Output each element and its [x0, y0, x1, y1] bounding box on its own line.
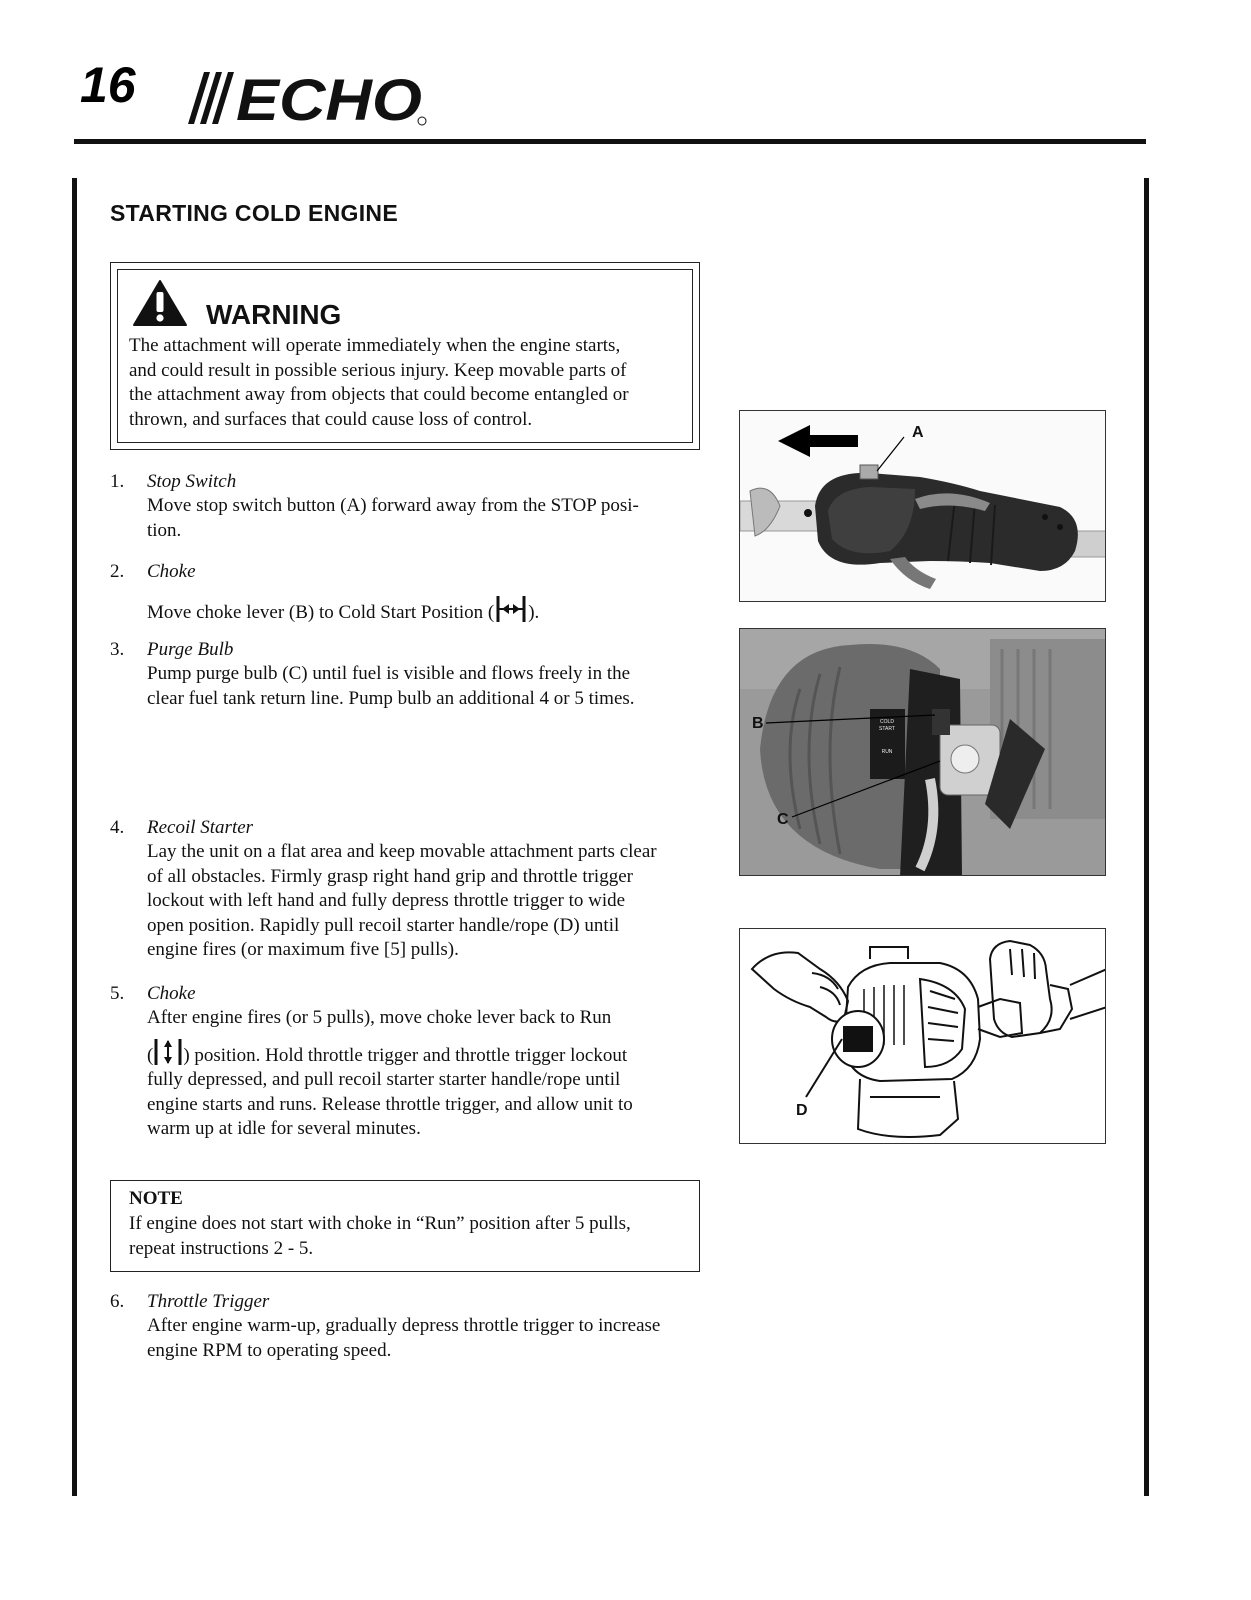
warning-line: The attachment will operate immediately when the engine starts, [129, 335, 621, 356]
step-line: tion. [147, 519, 182, 541]
run-choke-icon [153, 1037, 183, 1067]
label-a: A [912, 424, 924, 441]
section-title: STARTING COLD ENGINE [110, 200, 398, 226]
step-line: open position. Rapidly pull recoil starter handle/rope (D) until [147, 914, 620, 936]
step-number: 3. [110, 639, 125, 660]
note-line: If engine does not start with choke in “Run” position after 5 pulls, [129, 1213, 631, 1234]
step-body [147, 840, 717, 963]
step-line: Lay the unit on a flat area and keep movable attachment parts clear [147, 841, 657, 862]
step-line: After engine warm-up, gradually depress throttle trigger to increase [147, 1315, 661, 1336]
step-line: engine starts and runs. Release throttle trigger, and allow unit to [147, 1093, 633, 1115]
step-text: ). [528, 602, 540, 623]
cold-start-choke-icon [494, 594, 528, 624]
step-body [147, 1314, 717, 1363]
step-title: Stop Switch [147, 471, 237, 492]
note-title: NOTE [129, 1188, 183, 1209]
step-line: Pump purge bulb (C) until fuel is visible and flows freely in the [147, 663, 631, 684]
label-d: D [796, 1102, 808, 1119]
figure-recoil-starter [739, 928, 1106, 1144]
step-title: Throttle Trigger [147, 1291, 270, 1312]
step-line: fully depressed, and pull recoil starter starter handle/rope until [147, 1069, 621, 1090]
figure-choke-purge [739, 628, 1106, 876]
step-line: warm up at idle for several minutes. [147, 1118, 421, 1139]
step-line: After engine fires (or 5 pulls), move choke lever back to Run [147, 1007, 612, 1028]
left-margin-rule [72, 178, 77, 1496]
warning-triangle-icon [132, 279, 188, 327]
step-title: Recoil Starter [147, 817, 254, 838]
step-title: Choke [147, 561, 196, 582]
step-line: lockout with left hand and fully depress throttle trigger to wide [147, 890, 626, 911]
figure-stop-switch [739, 410, 1106, 602]
step-number: 6. [110, 1291, 125, 1312]
header-rule [74, 139, 1146, 144]
warning-text [129, 334, 689, 432]
step-body [147, 1006, 707, 1142]
echo-logo [178, 70, 428, 126]
warning-line: and could result in possible serious injury. Keep movable parts of [129, 359, 627, 381]
note-text [129, 1211, 689, 1261]
label-b: B [752, 715, 764, 732]
step-line: ( ) position. Hold throttle trigger and throttle trigger lockout [147, 1037, 707, 1069]
brand-wordmark: ECHO [236, 70, 422, 126]
step-line: Move stop switch button (A) forward away from the STOP posi- [147, 495, 639, 516]
step-line: engine RPM to operating speed. [147, 1339, 392, 1361]
recoil-starter-illustration [740, 929, 1106, 1144]
step-body [147, 662, 707, 711]
step-number: 5. [110, 983, 125, 1004]
step-line: engine fires (or maximum five [5] pulls). [147, 939, 459, 960]
step-title: Choke [147, 983, 196, 1004]
step-number: 4. [110, 817, 125, 838]
step-title: Purge Bulb [147, 639, 234, 660]
note-line: repeat instructions 2 - 5. [129, 1238, 314, 1259]
page-number: 16 [80, 57, 136, 113]
step-text: Move choke lever (B) to Cold Start Position ( [147, 602, 495, 623]
warning-line: the attachment away from objects that could become entangled or [129, 384, 629, 405]
label-c: C [777, 811, 789, 828]
step-line: of all obstacles. Firmly grasp right hand grip and throttle trigger [147, 865, 633, 887]
engine-closeup-illustration [740, 629, 1106, 876]
step-line: clear fuel tank return line. Pump bulb an additional 4 or 5 times. [147, 687, 635, 709]
step-number: 2. [110, 561, 125, 582]
right-margin-rule [1144, 178, 1149, 1496]
step-body [147, 594, 707, 626]
choke-plate-text: COLD START RUN [879, 719, 895, 755]
warning-title: WARNING [206, 299, 342, 330]
warning-line: thrown, and surfaces that could cause loss of control. [129, 408, 533, 430]
step-number: 1. [110, 471, 125, 492]
step-body [147, 494, 707, 543]
